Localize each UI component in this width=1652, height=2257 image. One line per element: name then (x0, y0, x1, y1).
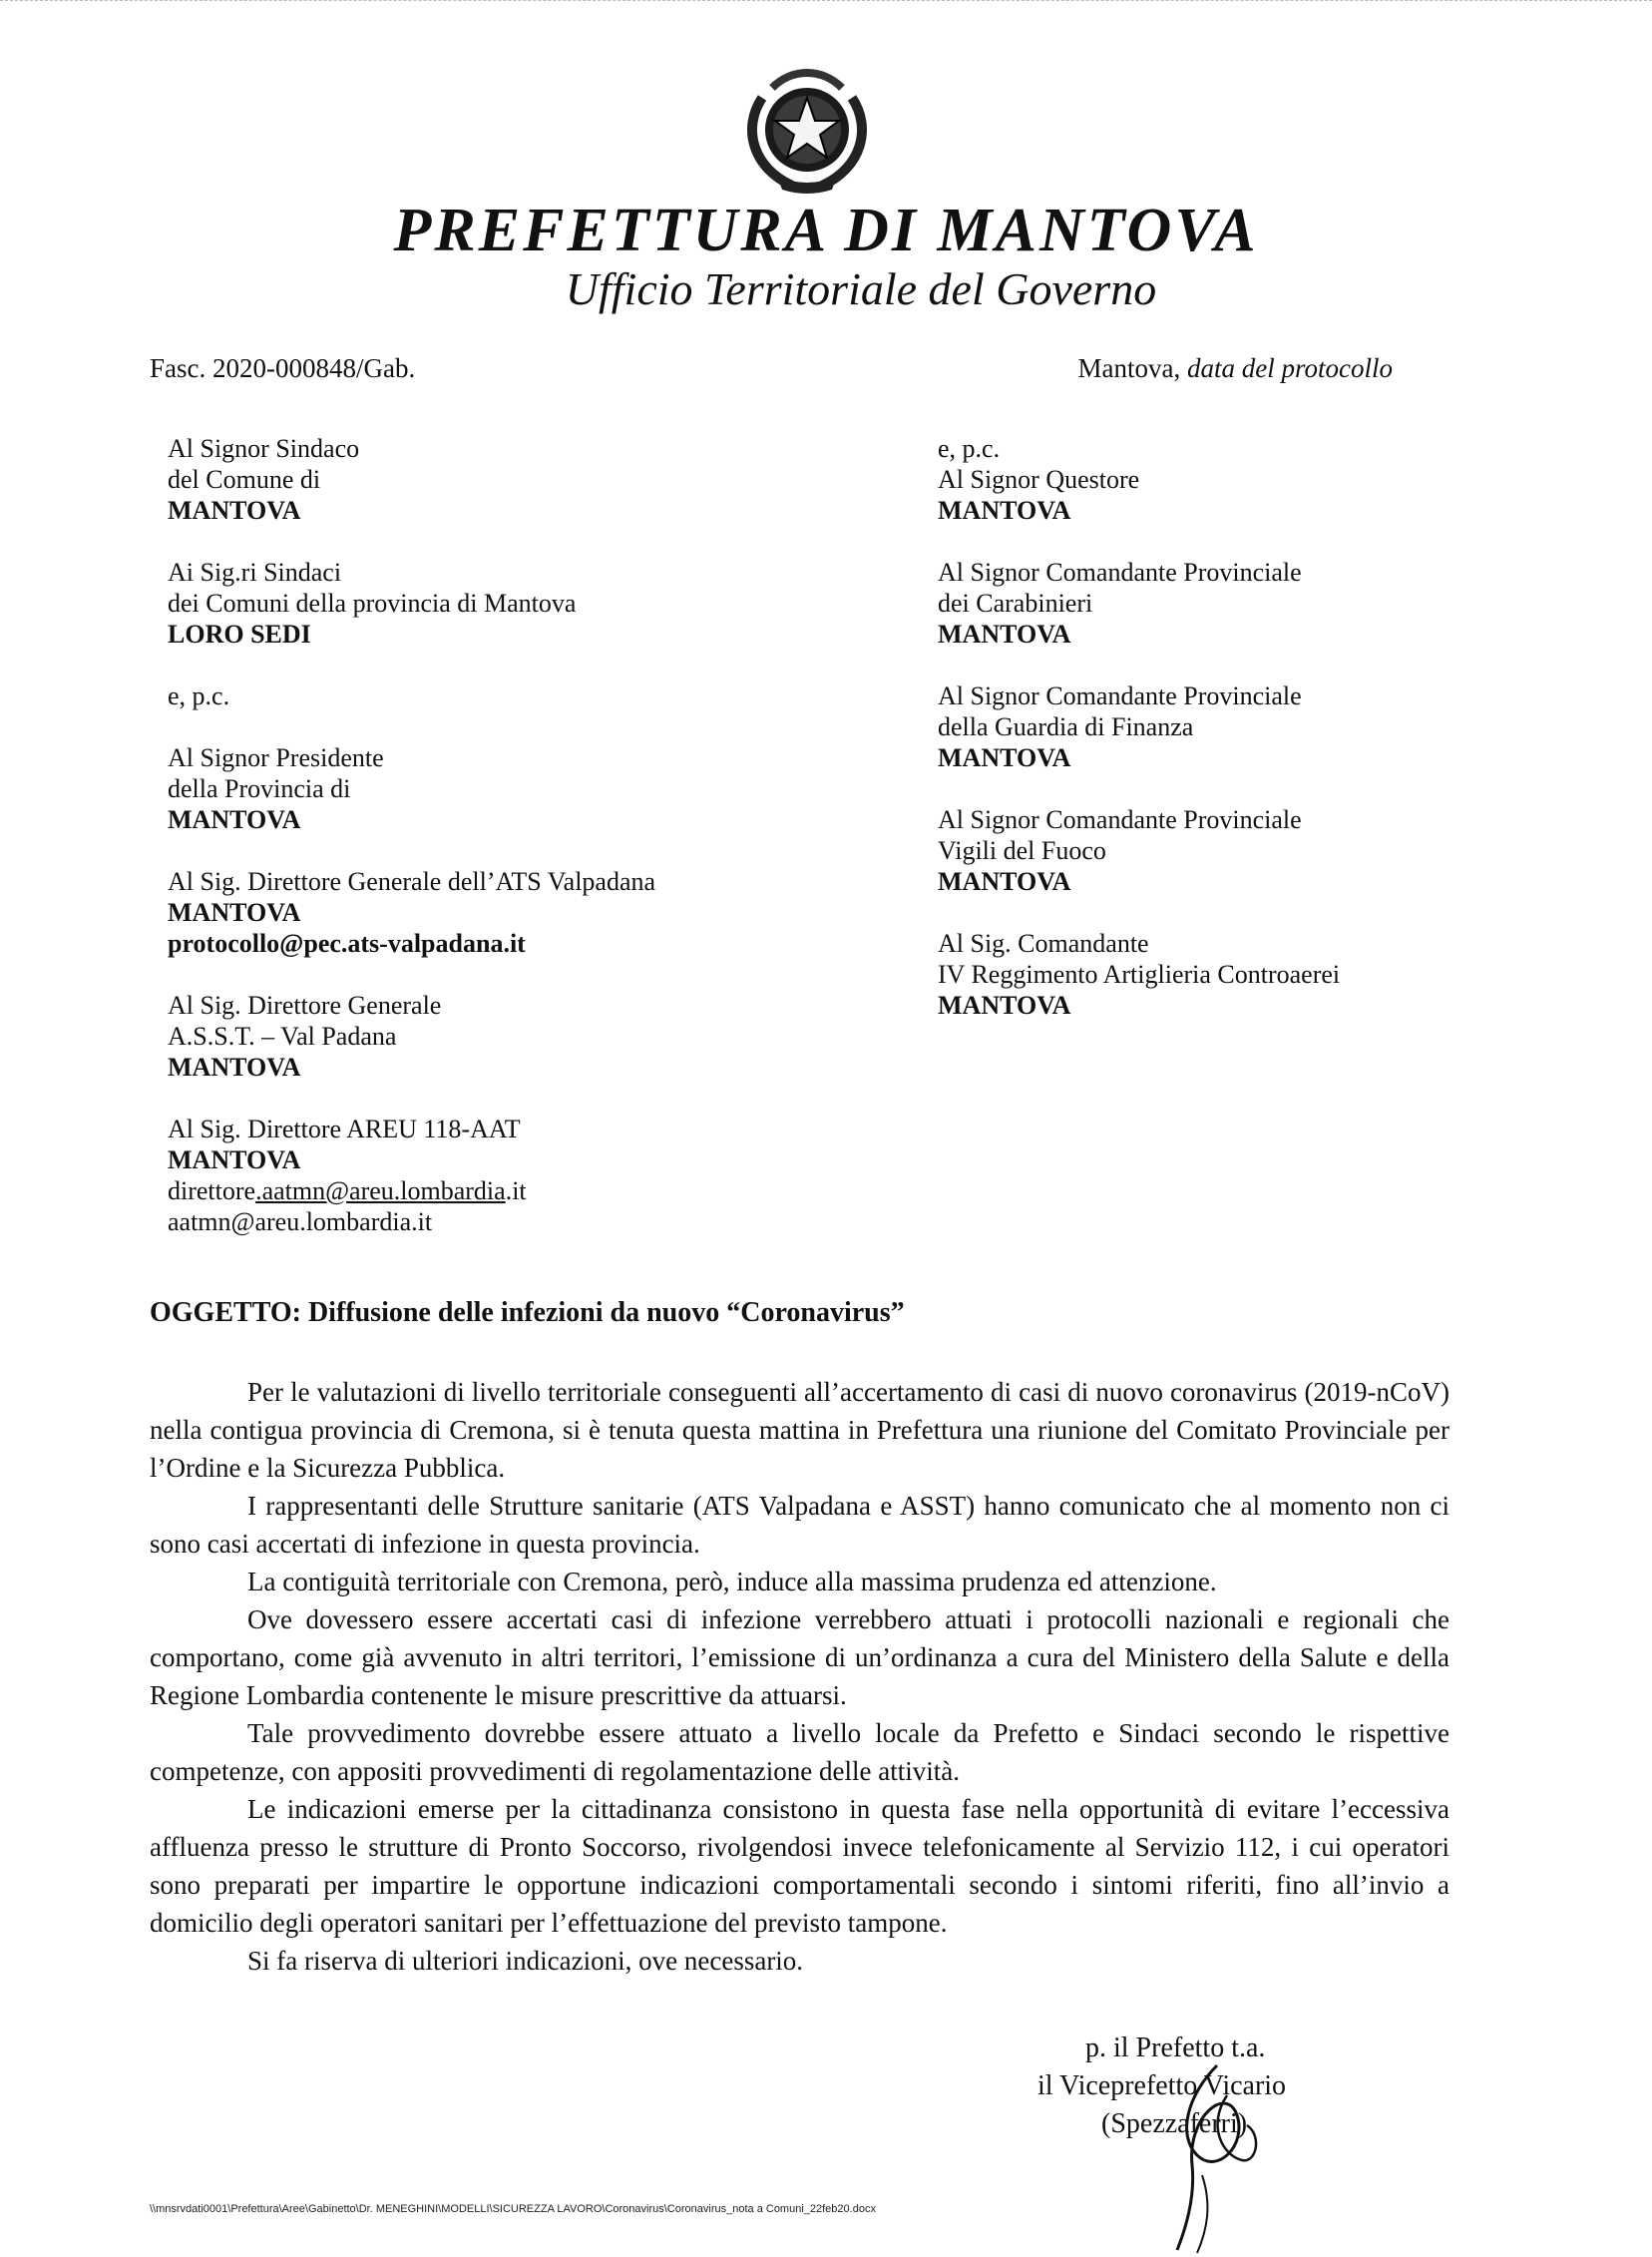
office-title: PREFETTURA DI MANTOVA (393, 197, 1259, 264)
recipient-line: Al Signor Sindaco (168, 434, 360, 463)
recipient-line: dei Comuni della provincia di Mantova (168, 589, 577, 618)
recipient-line: Al Signor Questore (938, 465, 1140, 494)
body-paragraph: Per le valutazioni di livello territoriale conseguenti all’accertamento di casi di nuovo coronavirus (2019-nCoV) nella contigua provincia di Cremona, si è tenuta questa mattina in Prefettura una riunione del Comitato Provinciale per l’Ordine e la Sicurezza Pubblica. (150, 1377, 1449, 1483)
recipient-block (168, 742, 786, 835)
recipient-line: dei Carabinieri (938, 589, 1093, 618)
recipient-block (938, 680, 1456, 773)
recipient-city: MANTOVA (168, 898, 301, 927)
recipient-line: Al Signor Comandante Provinciale (938, 805, 1302, 834)
subject-line: OGGETTO: Diffusione delle infezioni da nuovo “Coronavirus” (150, 1297, 905, 1328)
place-date (1078, 353, 1393, 384)
recipient-line: Al Sig. Comandante (938, 929, 1149, 958)
recipient-block (168, 433, 786, 526)
recipient-line: A.S.S.T. – Val Padana (168, 1022, 397, 1051)
email-suffix: .it (505, 1176, 527, 1205)
recipient-line: Al Sig. Direttore Generale dell’ATS Valpadana (168, 867, 656, 896)
letter-body (150, 1373, 1449, 1980)
recipient-line: della Provincia di (168, 774, 351, 803)
office-subtitle: Ufficio Territoriale del Governo (565, 263, 1157, 314)
body-paragraph: Si fa riserva di ulteriori indicazioni, ove necessario. (247, 1946, 804, 1976)
file-reference: Fasc. 2020-000848/Gab. (150, 353, 416, 383)
recipient-line: Al Signor Comandante Provinciale (938, 558, 1302, 587)
date-label: data del protocollo (1187, 353, 1393, 383)
recipient-city: LORO SEDI (168, 620, 311, 649)
recipient-block (938, 557, 1456, 650)
recipient-city: MANTOVA (938, 743, 1071, 772)
recipient-city: MANTOVA (938, 867, 1071, 896)
recipient-block (938, 804, 1456, 897)
file-path-footer: \\mnsrvdati0001\Prefettura\Aree\Gabinetto\Dr. MENEGHINI\MODELLI\SICUREZZA LAVORO\Coronavirus\Coronavirus_nota a Comuni_22feb20.docx (150, 2203, 876, 2215)
recipient-block (168, 680, 786, 711)
recipient-block (168, 990, 786, 1083)
recipient-block (938, 433, 1456, 526)
place-name: Mantova, (1077, 353, 1181, 383)
recipient-line: Al Signor Comandante Provinciale (938, 681, 1302, 710)
recipient-line: del Comune di (168, 465, 321, 494)
cc-label: e, p.c. (168, 681, 230, 710)
recipient-line: Al Signor Presidente (168, 743, 384, 772)
recipient-block (168, 557, 786, 650)
recipient-email[interactable]: aatmn@areu.lombardia.it (168, 1207, 433, 1236)
signature-line-3: (Spezzaferri) (1101, 2108, 1248, 2139)
recipient-line: Vigili del Fuoco (938, 836, 1106, 865)
email-prefix: direttore (168, 1176, 256, 1205)
recipient-line: IV Reggimento Artiglieria Controaerei (938, 960, 1341, 989)
recipient-email[interactable]: protocollo@pec.ats-valpadana.it (168, 929, 526, 958)
italian-republic-emblem-icon (732, 58, 882, 198)
recipient-line: della Guardia di Finanza (938, 712, 1194, 741)
recipient-city: MANTOVA (168, 1053, 301, 1082)
recipient-city: MANTOVA (938, 496, 1071, 525)
recipient-city: MANTOVA (168, 805, 301, 834)
handwritten-signature-icon (1147, 2055, 1277, 2255)
body-paragraph: Tale provvedimento dovrebbe essere attuato a livello locale da Prefetto e Sindaci secondo le rispettive competenze, con appositi provvedimenti di regolamentazione delle attività. (150, 1718, 1449, 1786)
email-link[interactable]: .aatmn@areu.lombardia (255, 1176, 506, 1205)
signature-line-1: p. il Prefetto t.a. (1085, 2032, 1266, 2063)
recipient-email[interactable] (168, 1175, 786, 1206)
recipient-city: MANTOVA (938, 620, 1071, 649)
body-paragraph: Le indicazioni emerse per la cittadinanza consistono in questa fase nella opportunità di evitare l’eccessiva affluenza presso le strutture di Pronto Soccorso, rivolgendosi invece telefonicamente al Servizio 112, i cui operatori sono preparati per impartire le opportune indicazioni comportamentali secondo i sintomi riferiti, fino all’invio a domicilio degli operatori sanitari per l’effettuazione del previsto tampone. (150, 1794, 1449, 1938)
scan-edge-line (0, 0, 1652, 3)
recipient-line: Ai Sig.ri Sindaci (168, 558, 342, 587)
recipient-block (938, 928, 1456, 1021)
body-paragraph: I rappresentanti delle Strutture sanitarie (ATS Valpadana e ASST) hanno comunicato che al momento non ci sono casi accertati di infezione in questa provincia. (150, 1491, 1449, 1559)
recipient-city: MANTOVA (168, 1145, 301, 1174)
recipient-block (168, 866, 786, 959)
cc-label: e, p.c. (938, 434, 1001, 463)
body-paragraph: La contiguità territoriale con Cremona, però, induce alla massima prudenza ed attenzione. (247, 1567, 1217, 1596)
signature-line-2: il Viceprefetto Vicario (1037, 2070, 1287, 2101)
recipients-right-column (938, 433, 1456, 1052)
recipient-line: Al Sig. Direttore Generale (168, 991, 442, 1020)
recipient-block (168, 1114, 786, 1237)
recipient-city: MANTOVA (168, 496, 301, 525)
recipient-line: Al Sig. Direttore AREU 118-AAT (168, 1115, 521, 1143)
recipient-city: MANTOVA (938, 991, 1071, 1020)
recipients-left-column (168, 433, 786, 1268)
body-paragraph: Ove dovessero essere accertati casi di infezione verrebbero attuati i protocolli nazionali e regionali che comportano, come già avvenuto in altri territori, l’emissione di un’ordinanza a cura del Ministero della Salute e della Regione Lombardia contenente le misure prescrittive da attuarsi. (150, 1604, 1449, 1710)
